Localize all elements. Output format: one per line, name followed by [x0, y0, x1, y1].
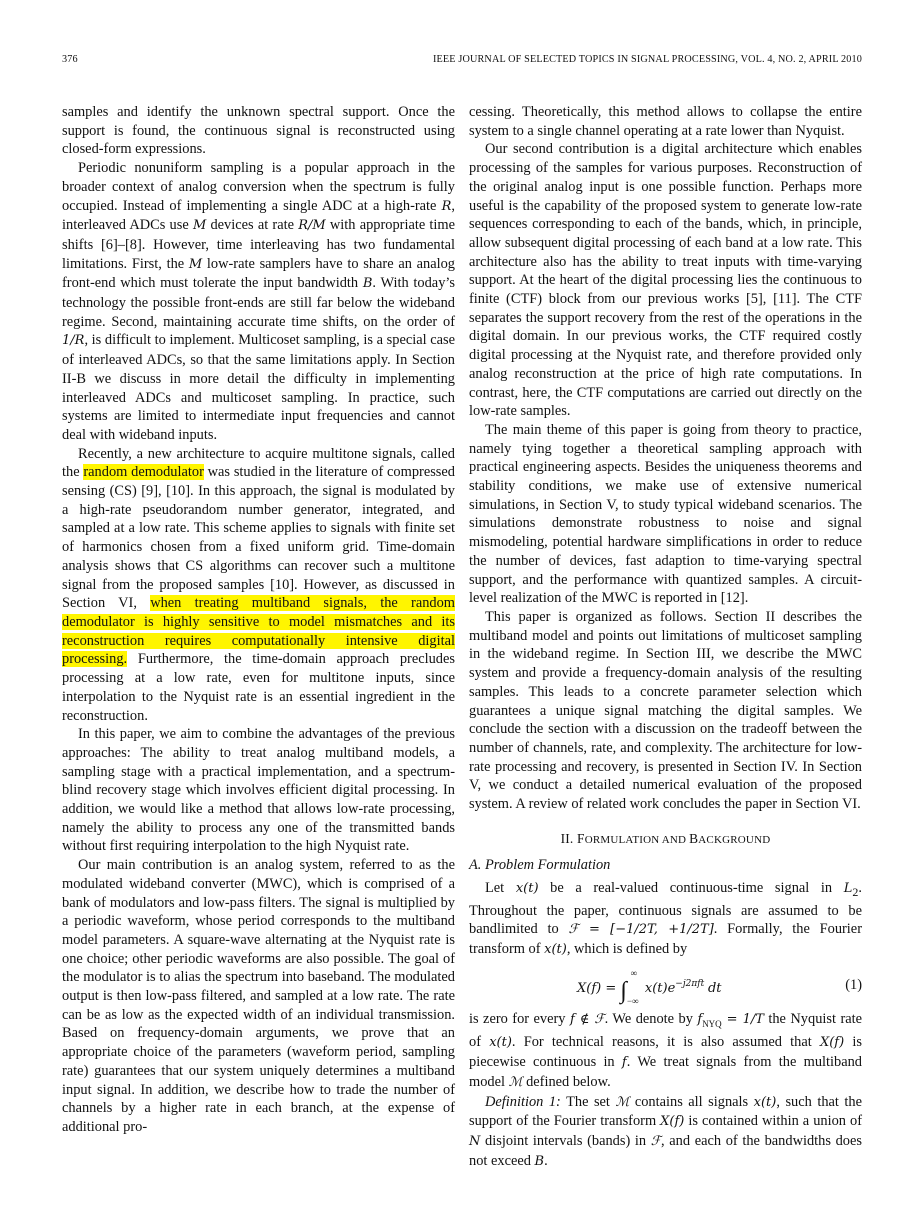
paragraph: Our main contribution is an analog system, referred to as the modulated wideband converter (MWC), which is comprised of a bank of modulators and low-pass filters. The signal is multiplied by a periodic waveform, whose period corresponds to the multiband model parameters. A square-wave alternating at the Nyquist rate is one choice; other periodic waveforms are also possible. The goal of the modulator is to alias the spectrum into baseband. The modulated output is then low-pass filtered, and sampled at a low rate. The rate can be as low as the expected width of an individual transmission. Based on frequency-domain arguments, we prove that an appropriate choice of the parameters (waveform period, sampling rate) guarantees that our system uniquely determines a multiband input signal. In addition, we describe how to trade the number of channels by a higher rate in each branch, at the expense of additional pro- [62, 857, 455, 1135]
running-header [62, 54, 862, 70]
section-heading: II. FORMULATION AND BACKGROUND [560, 830, 771, 846]
page-number: 376 [62, 54, 78, 65]
subsection-heading: A. Problem Formulation [469, 857, 611, 874]
equation-number: (1) [845, 976, 862, 993]
paragraph: This paper is organized as follows. Section II describes the multiband model and points out limitations of multicoset sampling in the wideband regime. In Section III, we describe the MWC system and provide a frequency-domain analysis of the resulting samples. This leads to a concrete parameter selection which guarantees a unique signal matching the digital samples. We conclude the section with a discussion on the tradeoff between the number of channels, rate, and complexity. The architecture for low-rate processing and recovery, is presented in Section IV. In Section V, we conduct a detailed numerical evaluation of the proposed system. A review of related work concludes the paper in Section VI. [469, 608, 862, 813]
paragraph: cessing. Theoretically, this method allows to collapse the entire system to a single channel operating at a rate lower than Nyquist. [469, 104, 862, 139]
paragraph: The main theme of this paper is going from theory to practice, namely tying together a theoretical sampling approach with practical engineering aspects. Besides the uniqueness theorems and stability conditions, we make use of extensive numerical simulations, in Section V, to study typical wideband scenarios. The simulations demonstrate robustness to noise and signal mismodeling, potential hardware simplifications in order to reduce the number of devices, fast adaption to time-varying spectral support, and the performance with quantized samples. A circuit-level realization of the MWC is reported in [12]. [469, 421, 862, 607]
highlight-1[interactable]: random demodulator [83, 464, 204, 481]
paragraph: Let x(t) be a real-valued continuous-time signal in $L_2$. Throughout the paper, continuous signals are assumed to be bandlimited to ℱ = [−1/2T, +1/2T]. Formally, the Fourier transform of x(t), which is defined by [469, 880, 862, 958]
paragraph: samples and identify the unknown spectral support. Once the support is found, the continuous signal is reconstructed using closed-form expressions. [62, 104, 455, 158]
paragraph: Recently, a new architecture to acquire multitone signals, called the random demodulator was studied in the literature of compressed sensing (CS) [9], [10]. In this approach, the signal is modulated by a high-rate pseudorandom number generator, integrated, and sampled at a low rate. This scheme applies to signals with finite set of harmonics chosen from a fixed uniform grid. Time-domain analysis shows that CS algorithms can recover such a multitone signal from the proposed samples [10]. However, as discussed in Section VI, when treating multiband signals, the random demodulator is highly sensitive to model mismatches and its reconstruction requires computationally intensive digital processing. Furthermore, the time-domain approach precludes processing at a low rate, even for multitone inputs, since interpolation to the Nyquist rate is an essential ingredient in the reconstruction. [62, 445, 455, 724]
definition: Definition 1: The set ℳ contains all signals x(t), such that the support of the Fourier transform X(f) is contained within a union of N disjoint intervals (bands) in ℱ, and each of the bandwidths does not exceed B. [469, 1093, 862, 1169]
highlight-2[interactable]: when treating multiband signals, the random demodulator is highly sensitive to model mismatches and its reconstruction requires computationally intensive digital processing. [62, 595, 455, 668]
paragraph: In this paper, we aim to combine the advantages of the previous approaches: The ability to treat analog multiband models, a sampling stage with a practical implementation, and a spectrum-blind recovery stage which involves efficient digital processing. In addition, we would like a method that allows low-rate processing, namely the ability to process any one of the transmitted bands without first requiring interpolation to the high Nyquist rate. [62, 726, 455, 855]
paragraph: is zero for every f ∉ ℱ. We denote by $f_{NYQ} = 1/T$ the Nyquist rate of x(t). For technical reasons, it is also assumed that X(f) is piecewise continuous in f. We treat signals from the multiband model ℳ defined below. [469, 1010, 863, 1090]
journal-title: IEEE JOURNAL OF SELECTED TOPICS IN SIGNAL PROCESSING, VOL. 4, NO. 2, APRIL 2010 [433, 54, 862, 65]
paragraph: Periodic nonuniform sampling is a popular approach in the broader context of analog conversion when the spectrum is fully occupied. Instead of implementing a single ADC at a high-rate R, interleaved ADCs use M devices at rate R/M with appropriate time shifts [6]–[8]. However, time interleaving has two fundamental limitations. First, the M low-rate samplers have to share an analog front-end which must tolerate the input bandwidth B. With today’s technology the possible front-ends are still far below the wideband regime. Second, maintaining accurate time shifts, on the order of 1/R, is difficult to implement. Multicoset sampling, is a special case of interleaved ADCs, so that the same limitations apply. In Section II-B we discuss in more detail the difficulty in implementing interleaved ADCs and multicoset sampling. In practice, such systems are limited to intermediate input frequencies and cannot deal with wideband inputs. [62, 160, 456, 443]
paragraph: Our second contribution is a digital architecture which enables processing of the samples for various purposes. Reconstruction of the original analog input is one possible function. Perhaps more useful is the capability of the proposed system to generate low-rate sequences corresponding to each of the bands, which, in principle, allow subsequent digital processing of each band at a low rate. This architecture also has the ability to treat inputs with time-varying support. At the heart of the digital processing lies the continuous to finite (CTF) block from our previous works [5], [11]. The CTF separates the support recovery from the rest of the operations in the digital domain. In our previous works, the CTF required costly digital processing at the Nyquist rate, and therefore provided only analog reconstruction at the price of high rate computations. In contrast, here, the CTF computations are carried out directly on the low-rate samples. [469, 141, 862, 420]
equation-1: $X(f) = \int_{-\infty}^\infty x(t)e^{-j2\pi ft}$ dt (1) [577, 967, 862, 1006]
left-column [62, 103, 455, 1137]
right-column [469, 103, 862, 1171]
